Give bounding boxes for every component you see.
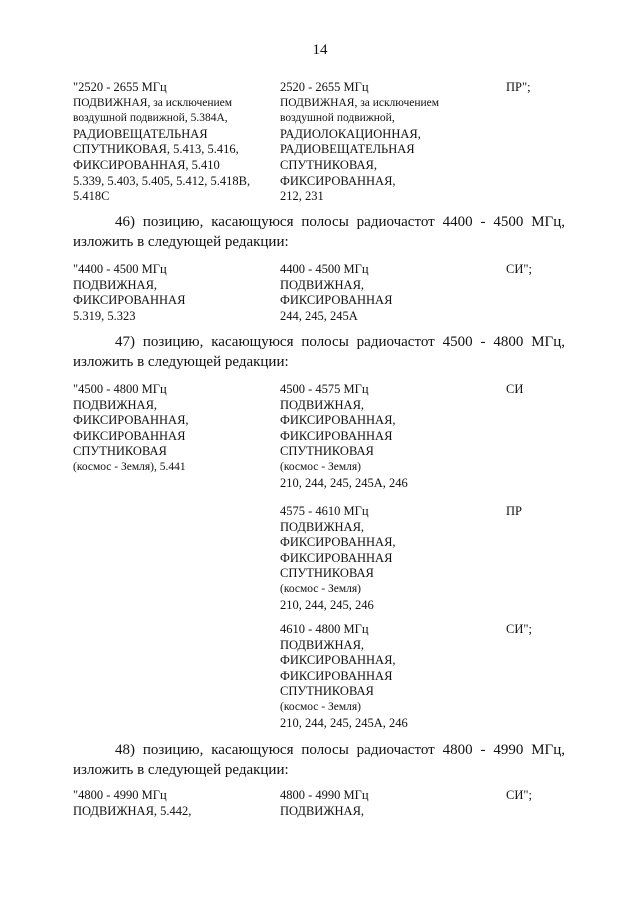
paragraph-line: изложить в следующей редакции: <box>73 354 289 370</box>
paragraph-line: 46) позицию, касающуюся полосы радиочастот 4400 - 4500 МГц, <box>115 214 565 230</box>
category-label: ПР"; <box>506 80 531 94</box>
cell-line: (космос - Земля) <box>280 460 361 473</box>
paragraph-46 <box>73 212 565 252</box>
cell-line: 212, 231 <box>280 189 324 204</box>
column-rf-table <box>73 80 273 205</box>
cell-line: 4575 - 4610 МГц <box>280 504 369 518</box>
column-russia-table <box>280 622 500 731</box>
cell-line: СПУТНИКОВАЯ <box>280 444 374 459</box>
cell-line: 4800 - 4990 МГц <box>280 788 369 802</box>
cell-line: ФИКСИРОВАННАЯ, <box>280 173 396 188</box>
cell-line: СПУТНИКОВАЯ <box>280 684 374 699</box>
cell-line: СПУТНИКОВАЯ, <box>280 157 377 172</box>
cell-line: ФИКСИРОВАННАЯ <box>280 550 393 565</box>
cell-line: ФИКСИРОВАННАЯ <box>280 428 393 443</box>
column-russia-table <box>280 788 500 819</box>
paragraph-line: изложить в следующей редакции: <box>73 762 289 778</box>
cell-line: ФИКСИРОВАННАЯ, 5.410 <box>73 157 220 172</box>
column-category <box>506 622 586 638</box>
column-rf-table <box>73 788 273 819</box>
cell-line: ПОДВИЖНАЯ, 5.442, <box>73 803 192 818</box>
cell-line: 5.339, 5.403, 5.405, 5.412, 5.418B, <box>73 173 251 188</box>
page-number: 14 <box>312 42 328 58</box>
category-label: СИ <box>506 382 524 396</box>
cell-line: (космос - Земля) <box>280 700 361 713</box>
category-label: СИ"; <box>506 788 532 802</box>
cell-line: ПОДВИЖНАЯ, за исключением <box>73 96 233 109</box>
column-rf-table <box>73 262 273 324</box>
category-label: ПР <box>506 504 522 518</box>
cell-line: 210, 244, 245, 246 <box>280 597 374 612</box>
cell-line: ФИКСИРОВАННАЯ, <box>73 413 189 428</box>
cell-line: ФИКСИРОВАННАЯ, <box>280 413 396 428</box>
column-russia-table <box>280 504 500 613</box>
column-russia-table <box>280 80 500 205</box>
cell-line: 4610 - 4800 МГц <box>280 622 369 636</box>
column-category <box>506 262 586 278</box>
cell-line: ПОДВИЖНАЯ, <box>280 803 365 818</box>
cell-line: ФИКСИРОВАННАЯ, <box>280 653 396 668</box>
cell-line: ФИКСИРОВАННАЯ <box>280 293 393 308</box>
paragraph-47 <box>73 332 565 372</box>
cell-line: (космос - Земля), 5.441 <box>73 460 186 473</box>
cell-line: СПУТНИКОВАЯ <box>280 566 374 581</box>
cell-line: 2520 - 2655 МГц <box>280 80 369 94</box>
column-category <box>506 80 586 96</box>
cell-line: 210, 244, 245, 245A, 246 <box>280 475 408 490</box>
cell-line: 4500 - 4575 МГц <box>280 382 369 396</box>
cell-line: ФИКСИРОВАННАЯ, <box>280 535 396 550</box>
cell-line: ПОДВИЖНАЯ, <box>280 277 365 292</box>
column-category <box>506 504 586 520</box>
category-label: СИ"; <box>506 622 532 636</box>
cell-line: ПОДВИЖНАЯ, <box>280 397 365 412</box>
cell-line: ПОДВИЖНАЯ, <box>280 637 365 652</box>
cell-line: "4800 - 4990 МГц <box>73 788 167 802</box>
cell-line: воздушной подвижной, 5.384A, <box>73 112 228 125</box>
column-category <box>506 382 586 398</box>
cell-line: "4500 - 4800 МГц <box>73 382 167 396</box>
cell-line: (космос - Земля) <box>280 582 361 595</box>
cell-line: 210, 244, 245, 245A, 246 <box>280 715 408 730</box>
paragraph-line: изложить в следующей редакции: <box>73 234 289 250</box>
paragraph-line: 48) позицию, касающуюся полосы радиочастот 4800 - 4990 МГц, <box>115 742 565 758</box>
paragraph-48 <box>73 740 565 780</box>
cell-line: 4400 - 4500 МГц <box>280 262 369 276</box>
column-rf-table <box>73 382 273 476</box>
cell-line: ПОДВИЖНАЯ, <box>73 277 158 292</box>
cell-line: "4400 - 4500 МГц <box>73 262 167 276</box>
cell-line: 5.418C <box>73 189 110 204</box>
cell-line: "2520 - 2655 МГц <box>73 80 167 94</box>
category-label: СИ"; <box>506 262 532 276</box>
paragraph-line: 47) позицию, касающуюся полосы радиочастот 4500 - 4800 МГц, <box>115 334 565 350</box>
cell-line: ФИКСИРОВАННАЯ <box>280 668 393 683</box>
cell-line: ФИКСИРОВАННАЯ <box>73 293 186 308</box>
cell-line: 244, 245, 245A <box>280 308 358 323</box>
cell-line: ПОДВИЖНАЯ, за исключением <box>280 96 440 109</box>
cell-line: ПОДВИЖНАЯ, <box>280 519 365 534</box>
cell-line: СПУТНИКОВАЯ <box>73 444 167 459</box>
cell-line: ФИКСИРОВАННАЯ <box>73 428 186 443</box>
column-russia-table <box>280 262 500 324</box>
cell-line: ПОДВИЖНАЯ, <box>73 397 158 412</box>
cell-line: РАДИОЛОКАЦИОННАЯ, <box>280 126 421 141</box>
cell-line: воздушной подвижной, <box>280 112 395 125</box>
cell-line: РАДИОВЕЩАТЕЛЬНАЯ <box>73 126 208 141</box>
cell-line: СПУТНИКОВАЯ, 5.413, 5.416, <box>73 142 239 157</box>
column-category <box>506 788 586 804</box>
column-russia-table <box>280 382 500 491</box>
cell-line: РАДИОВЕЩАТЕЛЬНАЯ <box>280 142 415 157</box>
cell-line: 5.319, 5.323 <box>73 308 136 323</box>
